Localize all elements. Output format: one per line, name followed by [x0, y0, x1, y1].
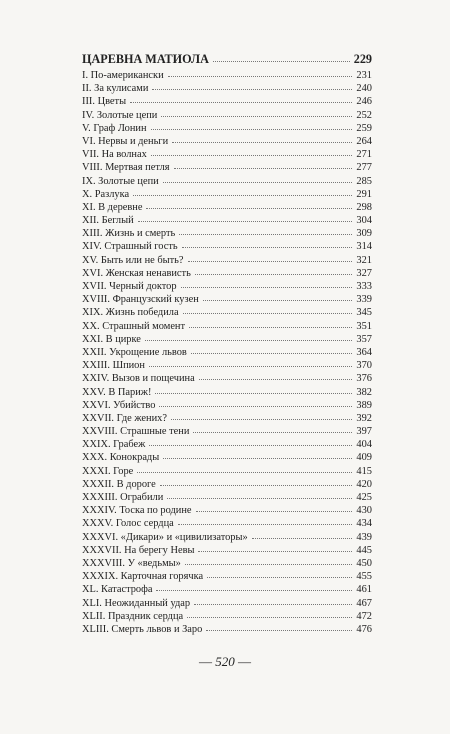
toc-entry-page: 376	[356, 373, 372, 385]
toc-entry	[82, 517, 372, 530]
toc-entry-page: 455	[356, 571, 372, 583]
toc-entry-page: 264	[356, 135, 372, 147]
dot-leader	[183, 313, 352, 314]
toc-entry-title: XXXII. В дороге	[82, 478, 156, 490]
toc-entry-title: XLII. Праздник сердца	[82, 610, 184, 622]
toc-entry	[82, 148, 372, 161]
dot-leader	[198, 551, 352, 552]
dot-leader	[151, 129, 352, 130]
toc-entry	[82, 425, 372, 438]
toc-entry-page: 434	[356, 518, 372, 530]
toc-entry	[82, 531, 372, 544]
toc-entry-title: II. За кулисами	[82, 83, 149, 95]
dot-leader	[149, 366, 352, 367]
toc-entry-title: XVIII. Французский кузен	[82, 294, 199, 306]
toc-entry-page: 467	[356, 597, 372, 609]
dot-leader	[156, 590, 352, 591]
dot-leader	[168, 76, 352, 77]
toc-entry-title: XLIII. Смерть львов и Заро	[82, 623, 203, 635]
dot-leader	[149, 445, 352, 446]
toc-entry-page: 476	[356, 623, 372, 635]
dot-leader	[133, 195, 352, 196]
toc-entry-page: 309	[356, 228, 372, 240]
dot-leader	[194, 604, 352, 605]
dot-leader	[187, 617, 352, 618]
dot-leader	[138, 221, 352, 222]
toc-entry	[82, 623, 372, 636]
toc-entry	[82, 438, 372, 451]
toc-heading-page: 229	[353, 52, 372, 66]
toc-entry-title: IX. Золотые цепи	[82, 175, 159, 187]
toc-entry	[82, 557, 372, 570]
dot-leader	[182, 247, 352, 248]
toc-entry-title: XXII. Укрощение львов	[82, 346, 187, 358]
dot-leader	[185, 564, 352, 565]
dot-leader	[174, 168, 352, 169]
toc-entry-page: 357	[356, 333, 372, 345]
toc-entry-title: XXXV. Голос сердца	[82, 518, 174, 530]
toc-entry	[82, 82, 372, 95]
toc-entry-title: XVI. Женская ненависть	[82, 267, 191, 279]
toc-entry-page: 404	[356, 439, 372, 451]
toc-entry	[82, 320, 372, 333]
dot-leader	[181, 287, 352, 288]
dot-leader	[137, 472, 352, 473]
toc-entry-title: XXV. В Париж!	[82, 386, 152, 398]
toc-entry-title: XXXIII. Ограбили	[82, 492, 164, 503]
toc-entry-title: XXVII. Где жених?	[82, 412, 167, 424]
toc-entry-page: 304	[356, 215, 372, 227]
toc-entry-title: XIV. Страшный гость	[82, 241, 178, 253]
toc-entry-page: 333	[356, 281, 372, 292]
dot-leader	[151, 155, 352, 156]
toc-entry	[82, 240, 372, 253]
dot-leader	[189, 327, 352, 328]
dot-leader	[161, 116, 352, 117]
toc-entry-title: VIII. Мертвая петля	[82, 162, 170, 174]
toc-entry-title: XXXIV. Тоска по родине	[82, 505, 192, 517]
toc-entry	[82, 544, 372, 557]
page-footer	[0, 654, 450, 670]
dot-leader	[155, 393, 352, 394]
toc-entry	[82, 465, 372, 478]
toc-entry	[82, 386, 372, 399]
toc-entry	[82, 372, 372, 385]
toc-entry-page: 252	[356, 109, 372, 121]
dot-leader	[196, 511, 352, 512]
dot-leader	[206, 630, 352, 631]
toc-entry-title: XXXVII. На берегу Невы	[82, 544, 195, 556]
toc-entry	[82, 412, 372, 425]
toc-entry-page: 285	[356, 175, 372, 187]
toc-entry-title: XLI. Неожиданный удар	[82, 597, 191, 609]
toc-entry-title: III. Цветы	[82, 96, 127, 108]
toc-entry-page: 445	[356, 544, 372, 556]
toc-entry	[82, 201, 372, 214]
dot-leader	[195, 274, 352, 275]
toc-entry-title: XXVI. Убийство	[82, 399, 156, 411]
toc-entry-page: 430	[356, 505, 372, 517]
toc-entry	[82, 135, 372, 148]
toc-entry-page: 231	[356, 70, 372, 81]
dot-leader	[163, 182, 352, 183]
toc-entry-page: 409	[356, 452, 372, 464]
dot-leader	[179, 234, 352, 235]
toc-entry	[82, 346, 372, 359]
toc-entry	[82, 491, 372, 504]
toc-entry-title: XV. Быть или не быть?	[82, 254, 184, 266]
toc-entry-title: XXX. Конокрады	[82, 452, 160, 464]
toc-entry-page: 351	[356, 320, 372, 332]
dot-leader	[191, 353, 352, 354]
footer-dash-left: —	[199, 654, 212, 669]
dot-leader	[152, 89, 352, 90]
toc-entry-page: 397	[356, 426, 372, 438]
toc-entry-page: 450	[356, 557, 372, 569]
toc-entry-title: VI. Нервы и деньги	[82, 135, 169, 147]
toc-entry	[82, 280, 372, 293]
toc-entry	[82, 214, 372, 227]
toc-entry	[82, 227, 372, 240]
toc-entry	[82, 399, 372, 412]
toc-entry-title: XVII. Черный доктор	[82, 281, 177, 292]
page-number: 520	[215, 654, 235, 669]
toc-entry-title: XI. В деревне	[82, 201, 143, 213]
toc-entry-page: 382	[356, 386, 372, 398]
toc-entry-page: 298	[356, 201, 372, 213]
dot-leader	[193, 432, 352, 433]
toc-entry-title: XXXIX. Карточная горячка	[82, 571, 204, 583]
toc-entry-page: 364	[356, 346, 372, 358]
toc-heading-row	[82, 50, 372, 68]
toc-entry-page: 259	[356, 122, 372, 134]
toc-entry	[82, 451, 372, 464]
toc-entry-title: XXXVI. «Дикари» и «цивилизаторы»	[82, 531, 248, 543]
toc-entry-title: XX. Страшный момент	[82, 320, 186, 332]
toc-entry-title: XIX. Жизнь победила	[82, 307, 179, 319]
toc-entry	[82, 161, 372, 174]
dot-leader	[130, 102, 352, 103]
footer-dash-right: —	[238, 654, 251, 669]
toc-entry-page: 415	[356, 465, 372, 477]
dot-leader	[178, 524, 352, 525]
toc-entry-page: 392	[356, 412, 372, 424]
toc-entry-title: XIII. Жизнь и смерть	[82, 228, 176, 240]
dot-leader	[146, 208, 352, 209]
toc-entry	[82, 95, 372, 108]
toc-entry-title: VII. На волнах	[82, 149, 147, 161]
toc-entry-title: I. По-американски	[82, 70, 164, 81]
toc-entry-page: 425	[356, 492, 372, 503]
toc-entry-page: 321	[356, 254, 372, 266]
toc-entry	[82, 122, 372, 135]
dot-leader	[163, 458, 352, 459]
toc-entry-page: 339	[356, 294, 372, 306]
dot-leader	[159, 406, 352, 407]
toc-entry-title: XII. Беглый	[82, 215, 134, 227]
dot-leader	[207, 577, 352, 578]
dot-leader	[252, 538, 352, 539]
toc-entry-page: 420	[356, 478, 372, 490]
toc-entry-title: XL. Катастрофа	[82, 584, 153, 596]
toc-entry-page: 246	[356, 96, 372, 108]
dot-leader	[160, 485, 352, 486]
toc-entry	[82, 597, 372, 610]
toc-entry	[82, 254, 372, 267]
toc-entry-page: 345	[356, 307, 372, 319]
toc-entry-title: XXVIII. Страшные тени	[82, 426, 190, 438]
toc-entry	[82, 188, 372, 201]
dot-leader	[171, 419, 352, 420]
toc-entry-title: XXIV. Вызов и пощечина	[82, 373, 195, 385]
toc-entry-title: XXI. В цирке	[82, 333, 141, 345]
toc-entry	[82, 306, 372, 319]
toc-entry	[82, 478, 372, 491]
toc-entry-page: 314	[356, 241, 372, 253]
toc-entry-page: 277	[356, 162, 372, 174]
table-of-contents	[82, 50, 372, 636]
toc-entry	[82, 610, 372, 623]
dot-leader	[167, 498, 352, 499]
toc-entry-title: XXXI. Горе	[82, 465, 134, 477]
toc-entry	[82, 109, 372, 122]
toc-entry	[82, 175, 372, 188]
toc-entry-page: 291	[356, 188, 372, 200]
toc-entry-title: XXXVIII. У «ведьмы»	[82, 557, 181, 569]
toc-entry	[82, 69, 372, 82]
toc-entry-title: XXIX. Грабеж	[82, 439, 146, 451]
dot-leader	[203, 300, 352, 301]
toc-entry-page: 240	[356, 83, 372, 95]
toc-entry	[82, 504, 372, 517]
toc-entry	[82, 333, 372, 346]
toc-entry-page: 271	[356, 149, 372, 161]
dot-leader	[199, 379, 352, 380]
toc-heading-title: ЦАРЕВНА МАТИОЛА	[82, 52, 209, 66]
toc-entry	[82, 570, 372, 583]
dot-leader	[213, 61, 350, 62]
toc-entry-page: 439	[356, 531, 372, 543]
toc-entry-page: 472	[356, 610, 372, 622]
toc-entry-page: 370	[356, 360, 372, 372]
toc-entry-page: 461	[356, 584, 372, 596]
dot-leader	[172, 142, 352, 143]
toc-entry	[82, 583, 372, 596]
dot-leader	[145, 340, 352, 341]
toc-entry-page: 327	[356, 267, 372, 279]
toc-entry-title: V. Граф Лонин	[82, 122, 147, 134]
dot-leader	[188, 261, 352, 262]
toc-entry	[82, 267, 372, 280]
toc-entry-title: X. Разлука	[82, 188, 130, 200]
toc-entry-title: XXIII. Шпион	[82, 360, 145, 372]
toc-entry-page: 389	[356, 399, 372, 411]
toc-entry-title: IV. Золотые цепи	[82, 109, 158, 121]
toc-entry	[82, 359, 372, 372]
toc-entry	[82, 293, 372, 306]
